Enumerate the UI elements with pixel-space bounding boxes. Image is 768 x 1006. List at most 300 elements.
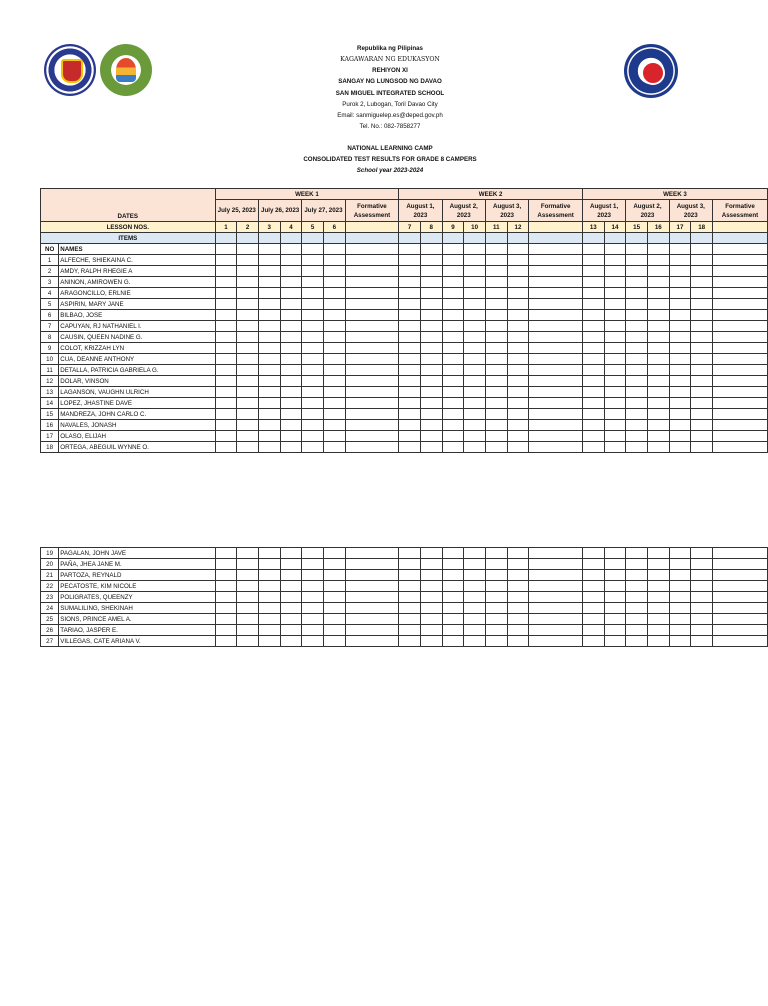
score-cell [302,603,324,614]
score-cell [626,354,648,365]
score-cell [323,581,345,592]
student-name: LAGANSON, VAUGHN ULRICH [59,387,215,398]
student-row [41,299,768,310]
week-3-label: WEEK 3 [582,189,767,200]
score-cell [280,570,302,581]
score-cell [604,288,626,299]
student-row [41,570,768,581]
score-cell [215,614,237,625]
score-cell [604,625,626,636]
score-cell [258,570,280,581]
score-cell [442,559,464,570]
score-cell [345,603,399,614]
score-cell [529,442,583,453]
score-cell [215,255,237,266]
score-cell [442,409,464,420]
score-cell [280,255,302,266]
score-cell [302,387,324,398]
score-cell [399,581,421,592]
score-cell [237,277,259,288]
score-cell [420,266,442,277]
score-cell [464,409,486,420]
score-cell [485,255,507,266]
score-cell [647,387,669,398]
student-name: PAÑA, JHEA JANE M. [59,559,215,570]
student-name: ALFECHE, SHIEKAINA C. [59,255,215,266]
score-cell [345,343,399,354]
score-cell [712,299,767,310]
score-cell [582,255,604,266]
score-cell [442,310,464,321]
student-name: ANINON, AMIROWEN G. [59,277,215,288]
score-cell [529,409,583,420]
score-cell [345,592,399,603]
score-cell [669,442,691,453]
score-cell [626,625,648,636]
score-cell [442,420,464,431]
score-cell [345,570,399,581]
score-cell [464,277,486,288]
score-cell [237,288,259,299]
results-table-continued [40,547,768,647]
score-cell [507,603,529,614]
score-cell [669,592,691,603]
score-cell [669,376,691,387]
date-header: August 2, 2023 [442,200,485,222]
names-label: NAMES [59,244,215,255]
score-cell [626,332,648,343]
student-name: ASPIRIN, MARY JANE [59,299,215,310]
score-cell [529,376,583,387]
score-cell [582,548,604,559]
score-cell [691,581,713,592]
score-cell [464,614,486,625]
score-cell [420,255,442,266]
score-cell [669,387,691,398]
score-cell [626,365,648,376]
score-cell [507,354,529,365]
score-cell [345,299,399,310]
score-cell [280,592,302,603]
score-cell [345,636,399,647]
student-number: 14 [41,398,59,409]
score-cell [691,387,713,398]
score-cell [323,636,345,647]
score-cell [647,559,669,570]
score-cell [442,255,464,266]
score-cell [712,548,767,559]
score-cell [507,420,529,431]
student-number: 10 [41,354,59,365]
lesson-number: 14 [604,222,626,233]
score-cell [582,332,604,343]
score-cell [529,387,583,398]
score-cell [626,581,648,592]
student-row [41,387,768,398]
date-header: August 3, 2023 [669,200,712,222]
score-cell [323,365,345,376]
score-cell [712,255,767,266]
score-cell [582,581,604,592]
score-cell [280,420,302,431]
score-cell [237,548,259,559]
score-cell [485,365,507,376]
score-cell [345,332,399,343]
score-cell [582,299,604,310]
score-cell [345,277,399,288]
school-seal-icon [624,44,678,98]
score-cell [302,548,324,559]
score-cell [712,581,767,592]
score-cell [464,398,486,409]
score-cell [280,288,302,299]
score-cell [399,398,421,409]
score-cell [280,387,302,398]
score-cell [258,398,280,409]
student-row [41,376,768,387]
score-cell [669,365,691,376]
score-cell [604,581,626,592]
score-cell [669,321,691,332]
score-cell [582,625,604,636]
score-cell [712,625,767,636]
student-number: 17 [41,431,59,442]
score-cell [647,409,669,420]
lesson-number: 5 [302,222,324,233]
score-cell [345,398,399,409]
score-cell [302,442,324,453]
score-cell [691,354,713,365]
score-cell [302,420,324,431]
student-row [41,420,768,431]
score-cell [280,266,302,277]
score-cell [485,266,507,277]
score-cell [669,548,691,559]
lesson-number: 2 [237,222,259,233]
score-cell [582,614,604,625]
score-cell [442,332,464,343]
week-1-label: WEEK 1 [215,189,399,200]
score-cell [529,277,583,288]
score-cell [626,442,648,453]
score-cell [215,299,237,310]
score-cell [529,559,583,570]
score-cell [280,299,302,310]
score-cell [323,266,345,277]
score-cell [507,332,529,343]
score-cell [647,321,669,332]
score-cell [323,420,345,431]
score-cell [712,431,767,442]
score-cell [345,548,399,559]
score-cell [626,431,648,442]
score-cell [604,614,626,625]
score-cell [420,332,442,343]
score-cell [647,420,669,431]
score-cell [582,398,604,409]
lesson-number: 7 [399,222,421,233]
score-cell [691,277,713,288]
score-cell [302,592,324,603]
score-cell [485,288,507,299]
score-cell [323,592,345,603]
score-cell [258,625,280,636]
score-cell [712,603,767,614]
student-number: 20 [41,559,59,570]
week-2-label: WEEK 2 [399,189,583,200]
score-cell [323,409,345,420]
score-cell [280,603,302,614]
results-table [40,188,768,453]
score-cell [529,398,583,409]
score-cell [604,409,626,420]
score-cell [529,592,583,603]
score-cell [604,420,626,431]
score-cell [582,387,604,398]
score-cell [399,277,421,288]
score-cell [604,321,626,332]
score-cell [485,299,507,310]
score-cell [280,343,302,354]
score-cell [345,354,399,365]
student-number: 12 [41,376,59,387]
score-cell [507,299,529,310]
score-cell [302,570,324,581]
score-cell [215,636,237,647]
student-number: 25 [41,614,59,625]
score-cell [712,409,767,420]
score-cell [691,409,713,420]
score-cell [237,365,259,376]
score-cell [345,431,399,442]
score-cell [442,266,464,277]
score-cell [237,570,259,581]
student-row [41,310,768,321]
score-cell [237,354,259,365]
score-cell [507,559,529,570]
score-cell [215,409,237,420]
score-cell [215,625,237,636]
student-number: 1 [41,255,59,266]
score-cell [464,625,486,636]
score-cell [258,321,280,332]
score-cell [669,570,691,581]
student-number: 24 [41,603,59,614]
score-cell [712,266,767,277]
student-number: 22 [41,581,59,592]
score-cell [712,288,767,299]
student-row [41,343,768,354]
student-number: 4 [41,288,59,299]
score-cell [691,343,713,354]
score-cell [280,625,302,636]
score-cell [485,431,507,442]
score-cell [323,277,345,288]
formative-assessment-header: Formative Assessment [345,200,399,222]
score-cell [323,559,345,570]
score-cell [691,559,713,570]
score-cell [302,354,324,365]
date-header: August 3, 2023 [485,200,528,222]
score-cell [280,581,302,592]
score-cell [529,321,583,332]
lesson-number: 18 [691,222,713,233]
score-cell [442,614,464,625]
student-number: 16 [41,420,59,431]
score-cell [237,376,259,387]
score-cell [582,288,604,299]
score-cell [529,636,583,647]
score-cell [442,277,464,288]
score-cell [604,431,626,442]
score-cell [647,603,669,614]
score-cell [237,409,259,420]
score-cell [258,431,280,442]
score-cell [647,570,669,581]
score-cell [280,559,302,570]
student-row [41,614,768,625]
score-cell [669,354,691,365]
score-cell [604,365,626,376]
score-cell [529,570,583,581]
score-cell [215,603,237,614]
score-cell [258,559,280,570]
score-cell [626,548,648,559]
score-cell [420,559,442,570]
score-cell [420,409,442,420]
student-row [41,321,768,332]
score-cell [420,321,442,332]
score-cell [604,332,626,343]
score-cell [507,277,529,288]
score-cell [669,636,691,647]
student-name: TARIAO, JASPER E. [59,625,215,636]
score-cell [258,387,280,398]
score-cell [302,581,324,592]
student-number: 6 [41,310,59,321]
score-cell [604,255,626,266]
score-cell [302,321,324,332]
student-row [41,581,768,592]
score-cell [215,548,237,559]
score-cell [258,376,280,387]
score-cell [399,365,421,376]
lesson-cell-empty [712,222,767,233]
score-cell [485,570,507,581]
score-cell [258,603,280,614]
score-cell [712,387,767,398]
score-cell [626,321,648,332]
score-cell [215,354,237,365]
score-cell [507,387,529,398]
score-cell [626,409,648,420]
lesson-number: 6 [323,222,345,233]
score-cell [345,409,399,420]
score-cell [485,581,507,592]
score-cell [485,376,507,387]
student-number: 23 [41,592,59,603]
score-cell [485,310,507,321]
score-cell [507,376,529,387]
score-cell [442,321,464,332]
lesson-number: 10 [464,222,486,233]
score-cell [302,288,324,299]
score-cell [485,559,507,570]
items-row [41,233,768,244]
score-cell [507,409,529,420]
davao-city-division-seal-icon [100,44,152,96]
score-cell [626,387,648,398]
school-year: School year 2023-2024 [356,167,424,174]
names-header-row [41,244,768,255]
score-cell [626,614,648,625]
score-cell [323,376,345,387]
header-tel: Tel. No.: 082-7858277 [359,123,421,130]
student-name: NAVALES, JONASH [59,420,215,431]
score-cell [345,255,399,266]
score-cell [691,603,713,614]
student-name: BILBAO, JOSE [59,310,215,321]
score-cell [691,570,713,581]
score-cell [302,559,324,570]
score-cell [529,548,583,559]
score-cell [399,387,421,398]
student-row [41,548,768,559]
score-cell [691,266,713,277]
score-cell [258,277,280,288]
score-cell [647,636,669,647]
score-cell [626,376,648,387]
score-cell [420,288,442,299]
student-name: CAUSIN, QUEEN NADINE G. [59,332,215,343]
student-row [41,365,768,376]
score-cell [442,288,464,299]
student-name: PECATOSTE, KIM NICOLE [59,581,215,592]
score-cell [464,332,486,343]
score-cell [323,321,345,332]
score-cell [604,442,626,453]
score-cell [507,636,529,647]
score-cell [237,581,259,592]
header-region: REHIYON XI [372,67,408,74]
score-cell [507,266,529,277]
score-cell [215,365,237,376]
score-cell [237,387,259,398]
score-cell [626,603,648,614]
score-cell [712,354,767,365]
score-cell [280,409,302,420]
score-cell [280,365,302,376]
score-cell [529,288,583,299]
score-cell [626,299,648,310]
score-cell [647,299,669,310]
score-cell [442,442,464,453]
report-title: CONSOLIDATED TEST RESULTS FOR GRADE 8 CAMPERS [303,156,477,163]
score-cell [323,603,345,614]
score-cell [647,277,669,288]
score-cell [399,354,421,365]
score-cell [507,625,529,636]
score-cell [237,420,259,431]
student-row [41,398,768,409]
score-cell [712,420,767,431]
student-number: 7 [41,321,59,332]
student-number: 18 [41,442,59,453]
score-cell [302,431,324,442]
date-header: August 2, 2023 [626,200,669,222]
score-cell [691,548,713,559]
score-cell [669,398,691,409]
